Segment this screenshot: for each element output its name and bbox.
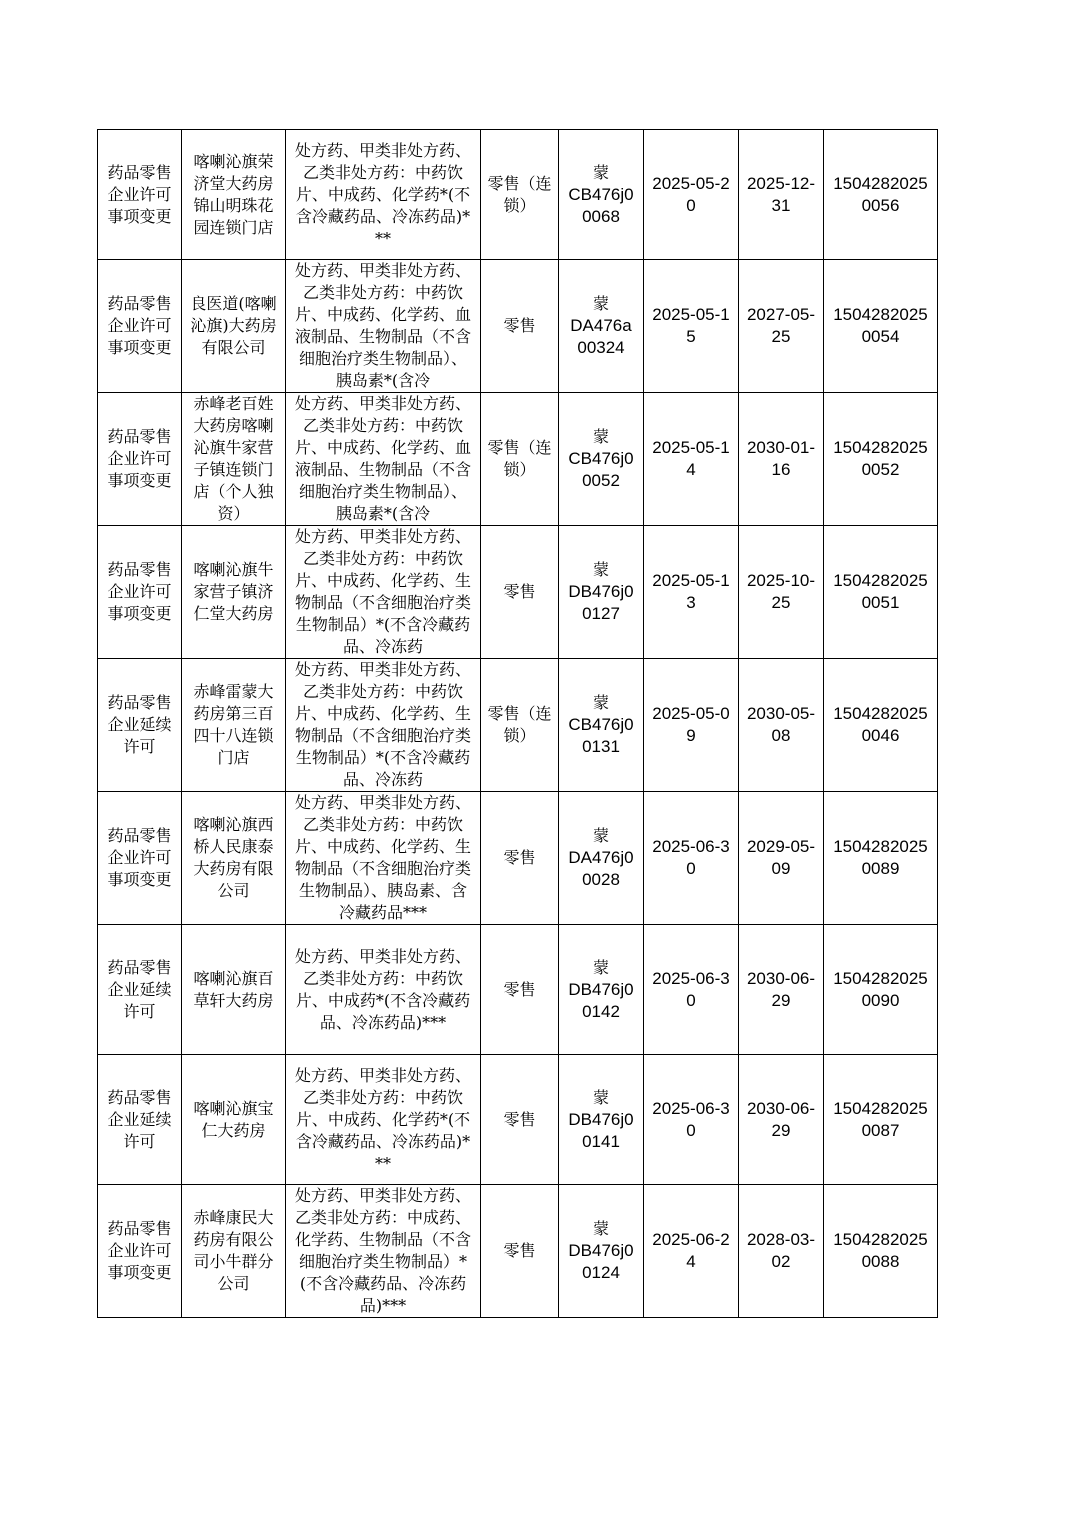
license-number-cell [559, 1055, 644, 1185]
business-scope-cell [286, 1185, 481, 1318]
expiry-date: 2025-10-25 [746, 571, 816, 612]
license-number-cell [559, 659, 644, 792]
table-row [98, 1185, 938, 1318]
approval-type-cell [98, 925, 182, 1055]
company-name: 喀喇沁旗牛家营子镇济仁堂大药房 [193, 560, 274, 623]
business-scope: 处方药、甲类非处方药、乙类非处方药：中药饮片、中成药、化学药、生物制品（不含细胞治疗类生物制品）*(不含冷藏药品、冷冻药 [294, 527, 471, 656]
approval-type: 药品零售企业延续许可 [107, 1087, 172, 1151]
business-scope: 处方药、甲类非处方药、乙类非处方药：中药饮片、中成药、化学药、血液制品、生物制品（不含细胞治疗类生物制品）、胰岛素*(含冷 [294, 261, 471, 390]
license-number-cell [559, 792, 644, 925]
table-row [98, 260, 938, 393]
license-prefix: 蒙 [592, 427, 609, 446]
company-name: 良医道(喀喇沁旗)大药房有限公司 [190, 294, 277, 357]
business-scope: 处方药、甲类非处方药、乙类非处方药：中成药、化学药、生物制品（不含细胞治疗类生物制品）*(不含冷藏药品、冷冻药品)*** [294, 1186, 471, 1315]
document-number: 15042820250088 [833, 1230, 928, 1271]
issue-date: 2025-05-20 [652, 173, 730, 215]
business-scope-cell [286, 659, 481, 792]
issue-date-cell [644, 659, 739, 792]
document-number-cell [824, 925, 938, 1055]
license-code: DB476j00142 [568, 979, 634, 1021]
document-number: 15042820250090 [833, 968, 928, 1010]
business-scope: 处方药、甲类非处方药、乙类非处方药：中药饮片、中成药、化学药、血液制品、生物制品（不含细胞治疗类生物制品）、胰岛素*(含冷 [294, 394, 471, 523]
license-code: CB476j00131 [568, 715, 634, 756]
business-scope-cell [286, 130, 481, 260]
business-mode-cell [481, 1185, 559, 1318]
license-number [559, 1087, 643, 1153]
business-mode: 零售 [503, 582, 536, 601]
business-mode-cell [481, 792, 559, 925]
approval-type: 药品零售企业许可事项变更 [107, 1219, 172, 1282]
company-name: 赤峰康民大药房有限公司小牛群分公司 [193, 1208, 274, 1293]
approval-type: 药品零售企业许可事项变更 [107, 162, 172, 226]
issue-date-cell [644, 792, 739, 925]
business-mode: 零售（连锁） [487, 704, 552, 745]
business-scope-cell [286, 260, 481, 393]
issue-date-cell [644, 1185, 739, 1318]
issue-date: 2025-05-13 [652, 571, 730, 612]
business-scope: 处方药、甲类非处方药、乙类非处方药：中药饮片、中成药、化学药*(不含冷藏药品、冷冻药品)*** [294, 1065, 471, 1173]
license-prefix: 蒙 [592, 1219, 609, 1238]
approval-type: 药品零售企业许可事项变更 [107, 427, 172, 490]
business-scope-cell [286, 393, 481, 526]
license-number [559, 162, 643, 228]
expiry-date: 2030-05-08 [746, 704, 816, 745]
license-number [559, 559, 643, 625]
document-number-cell [824, 260, 938, 393]
approval-type: 药品零售企业延续许可 [107, 957, 172, 1021]
license-number-cell [559, 925, 644, 1055]
license-prefix: 蒙 [592, 826, 609, 845]
expiry-date: 2025-12-31 [746, 173, 816, 215]
license-number [559, 692, 643, 758]
company-name: 喀喇沁旗百草轩大药房 [193, 968, 274, 1010]
license-prefix: 蒙 [592, 162, 609, 182]
approval-type-cell [98, 659, 182, 792]
document-number-cell [824, 1055, 938, 1185]
approval-type-cell [98, 1185, 182, 1318]
document-number: 15042820250087 [833, 1098, 928, 1140]
issue-date: 2025-06-30 [652, 968, 730, 1010]
table-row [98, 393, 938, 526]
issue-date-cell [644, 393, 739, 526]
table-row [98, 659, 938, 792]
issue-date-cell [644, 925, 739, 1055]
expiry-date-cell [739, 659, 824, 792]
license-number [559, 426, 643, 492]
document-number: 15042820250046 [833, 704, 928, 745]
issue-date-cell [644, 130, 739, 260]
document-number: 15042820250052 [833, 438, 928, 479]
license-prefix: 蒙 [592, 957, 609, 977]
issue-date: 2025-05-09 [652, 704, 730, 745]
approval-type: 药品零售企业许可事项变更 [107, 294, 172, 357]
business-mode: 零售 [503, 848, 536, 867]
company-name-cell [182, 659, 286, 792]
expiry-date-cell [739, 1055, 824, 1185]
business-mode-cell [481, 260, 559, 393]
company-name: 喀喇沁旗西桥人民康泰大药房有限公司 [193, 815, 274, 900]
company-name-cell [182, 260, 286, 393]
document-number: 15042820250089 [833, 837, 928, 878]
license-prefix: 蒙 [592, 294, 609, 313]
table-row [98, 130, 938, 260]
approval-type: 药品零售企业延续许可 [107, 693, 172, 756]
document-number-cell [824, 526, 938, 659]
license-code: CB476j00068 [568, 184, 634, 226]
company-name-cell [182, 1185, 286, 1318]
license-number-cell [559, 526, 644, 659]
license-prefix: 蒙 [592, 560, 609, 579]
license-code: DB476j00124 [568, 1241, 634, 1282]
license-number [559, 293, 643, 359]
business-mode-cell [481, 659, 559, 792]
table-row [98, 1055, 938, 1185]
expiry-date: 2030-01-16 [746, 438, 816, 479]
company-name: 赤峰雷蒙大药房第三百四十八连锁门店 [193, 682, 274, 767]
business-scope: 处方药、甲类非处方药、乙类非处方药：中药饮片、中成药*(不含冷藏药品、冷冻药品)*** [294, 946, 471, 1032]
license-number [559, 825, 643, 891]
expiry-date: 2030-06-29 [746, 968, 816, 1010]
license-number-cell [559, 1185, 644, 1318]
license-table [97, 129, 938, 1318]
business-scope-cell [286, 925, 481, 1055]
table-row [98, 526, 938, 659]
issue-date: 2025-06-24 [652, 1230, 730, 1271]
company-name-cell [182, 925, 286, 1055]
license-number [559, 1218, 643, 1284]
issue-date: 2025-05-14 [652, 438, 730, 479]
approval-type-cell [98, 526, 182, 659]
document-number-cell [824, 792, 938, 925]
expiry-date-cell [739, 393, 824, 526]
document-number-cell [824, 1185, 938, 1318]
company-name-cell [182, 130, 286, 260]
table-row [98, 792, 938, 925]
expiry-date-cell [739, 260, 824, 393]
business-scope: 处方药、甲类非处方药、乙类非处方药：中药饮片、中成药、化学药、生物制品（不含细胞治疗类生物制品）、胰岛素、含冷藏药品*** [294, 793, 471, 922]
issue-date-cell [644, 1055, 739, 1185]
document-number: 15042820250051 [833, 571, 928, 612]
business-mode-cell [481, 925, 559, 1055]
license-number [559, 957, 643, 1023]
table-row [98, 925, 938, 1055]
business-mode: 零售 [503, 316, 536, 335]
business-mode-cell [481, 393, 559, 526]
issue-date: 2025-05-15 [652, 305, 730, 346]
company-name-cell [182, 1055, 286, 1185]
expiry-date-cell [739, 925, 824, 1055]
issue-date-cell [644, 260, 739, 393]
business-mode: 零售（连锁） [487, 173, 552, 215]
license-code: CB476j00052 [568, 449, 634, 490]
license-number-cell [559, 260, 644, 393]
expiry-date: 2029-05-09 [746, 837, 816, 878]
expiry-date: 2028-03-02 [746, 1230, 816, 1271]
business-mode: 零售 [503, 1109, 536, 1129]
license-number-cell [559, 130, 644, 260]
issue-date-cell [644, 526, 739, 659]
business-mode-cell [481, 526, 559, 659]
company-name-cell [182, 526, 286, 659]
business-scope-cell [286, 792, 481, 925]
expiry-date-cell [739, 526, 824, 659]
license-code: DA476a00324 [570, 316, 632, 357]
expiry-date-cell [739, 1185, 824, 1318]
business-mode-cell [481, 130, 559, 260]
expiry-date: 2030-06-29 [746, 1098, 816, 1140]
business-scope: 处方药、甲类非处方药、乙类非处方药：中药饮片、中成药、化学药、生物制品（不含细胞治疗类生物制品）*(不含冷藏药品、冷冻药 [294, 660, 471, 789]
approval-type-cell [98, 1055, 182, 1185]
business-mode: 零售 [503, 979, 536, 999]
license-prefix: 蒙 [592, 1087, 609, 1107]
business-scope: 处方药、甲类非处方药、乙类非处方药：中药饮片、中成药、化学药*(不含冷藏药品、冷冻药品)*** [294, 140, 471, 248]
approval-type-cell [98, 260, 182, 393]
document-number: 15042820250056 [833, 173, 928, 215]
license-prefix: 蒙 [592, 693, 609, 712]
document-number-cell [824, 130, 938, 260]
document-number: 15042820250054 [833, 305, 928, 346]
approval-type: 药品零售企业许可事项变更 [107, 560, 172, 623]
license-code: DB476j00141 [568, 1109, 634, 1151]
business-scope-cell [286, 1055, 481, 1185]
license-code: DB476j00127 [568, 582, 634, 623]
business-mode-cell [481, 1055, 559, 1185]
company-name: 赤峰老百姓大药房喀喇沁旗牛家营子镇连锁门店（个人独资） [193, 394, 274, 523]
approval-type: 药品零售企业许可事项变更 [107, 826, 172, 889]
approval-type-cell [98, 792, 182, 925]
company-name: 喀喇沁旗荣济堂大药房锦山明珠花园连锁门店 [193, 151, 274, 237]
expiry-date-cell [739, 130, 824, 260]
company-name: 喀喇沁旗宝仁大药房 [193, 1098, 274, 1140]
approval-type-cell [98, 130, 182, 260]
expiry-date-cell [739, 792, 824, 925]
issue-date: 2025-06-30 [652, 1098, 730, 1140]
issue-date: 2025-06-30 [652, 837, 730, 878]
license-number-cell [559, 393, 644, 526]
business-scope-cell [286, 526, 481, 659]
document-number-cell [824, 659, 938, 792]
company-name-cell [182, 792, 286, 925]
business-mode: 零售（连锁） [487, 438, 552, 479]
document-number-cell [824, 393, 938, 526]
business-mode: 零售 [503, 1241, 536, 1260]
expiry-date: 2027-05-25 [746, 305, 816, 346]
company-name-cell [182, 393, 286, 526]
approval-type-cell [98, 393, 182, 526]
license-code: DA476j00028 [568, 848, 634, 889]
